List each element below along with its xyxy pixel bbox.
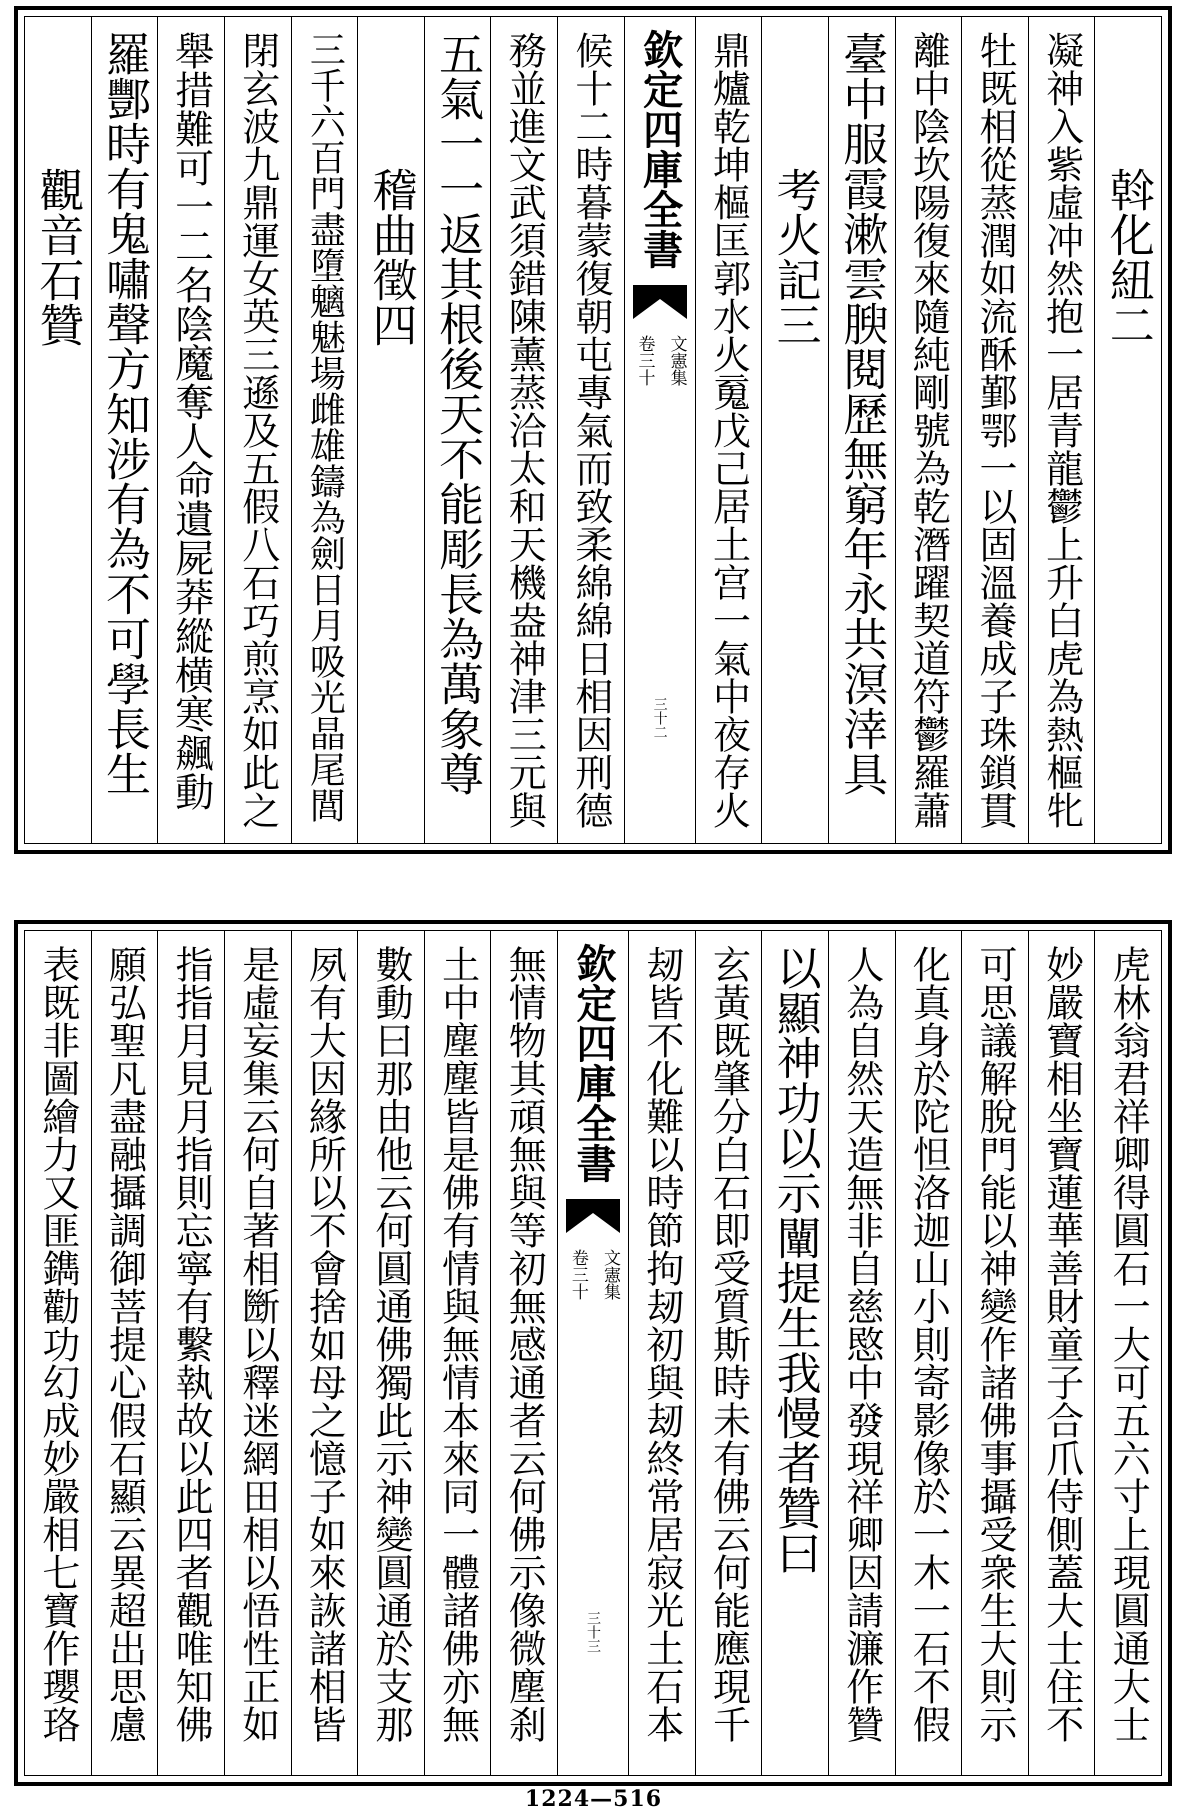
- text-column: [1094, 931, 1161, 1775]
- text-column: [291, 931, 358, 1775]
- text-line: 候十二時暮蒙復朝屯專氣而致柔綿綿日相因刑德: [568, 31, 613, 829]
- collection-name: 文憲集: [666, 335, 687, 386]
- text-column: [357, 931, 424, 1775]
- text-line: 可思議解脫門能以神變作諸佛事攝受衆生大則示: [972, 945, 1017, 1743]
- text-column: [695, 17, 762, 843]
- leaf-number: 三十三: [585, 1611, 601, 1653]
- text-line: 以顯神功以示闡提生我慢者贊曰: [768, 945, 822, 1575]
- text-column: [157, 17, 224, 843]
- text-column: [424, 17, 491, 843]
- text-line: 是虛妄集云何自著相㫁以釋迷網田相以悟性正如: [235, 945, 280, 1743]
- section-title: 斡化紐二: [1101, 167, 1155, 347]
- text-column: [695, 931, 762, 1775]
- text-column: [490, 17, 557, 843]
- page-footer-number: 1224—516: [524, 1786, 663, 1812]
- text-column: [761, 17, 828, 843]
- text-line: 閉玄波九鼎運女英三遜及五假八石巧煎烹如此之: [235, 31, 280, 829]
- text-line: 土中塵塵皆是佛有情與無情本來同一體諸佛亦無: [435, 945, 480, 1743]
- text-line: 無情物其頑無與等初無感通者云何佛示像微塵刹: [502, 945, 547, 1743]
- text-line: 三千六百門盡墮魑魅場雌雄鑄為劍日月吸光晶尾閭: [304, 31, 346, 823]
- text-line: 刼皆不化難以時節拘刼初與刼終常居寂光土石本: [639, 945, 684, 1743]
- text-line: 羅酆時有鬼嘯聲方知涉有為不可學長生: [97, 31, 151, 796]
- text-column: [157, 931, 224, 1775]
- text-line: 離中陰坎陽復來隨純剛號為乾潛躍契道符鬱羅蕭: [906, 31, 951, 829]
- text-line: 臺中服霞漱雲腴閱歷無窮年永共溟涬具: [835, 31, 889, 796]
- text-line: 表既非圖繪力又匪鐫勸功幻成妙嚴相七寶作瓔珞: [35, 945, 80, 1743]
- book-title: 欽定四庫全書: [636, 29, 684, 269]
- text-line: 人為自然天造無非自慈愍中發現祥卿因請濂作贊: [839, 945, 884, 1743]
- text-column: [91, 17, 158, 843]
- text-column: [557, 17, 624, 843]
- text-line: 願弘聖凡盡融攝調御菩提心假石顯云異超出思慮: [102, 945, 147, 1743]
- text-line: 舉措難可一二名陰魔奪人命遺屍莽縱横寒飆動: [168, 31, 214, 811]
- text-column: [828, 17, 895, 843]
- text-line: 務並進文武須錯陳薰蒸洽太和天機盎神津三元與: [502, 31, 547, 829]
- text-line: 妙嚴寶相坐寶蓮華善財童子合爪侍側蓋大士住不: [1039, 945, 1084, 1743]
- volume-label: 卷三十: [567, 1249, 588, 1300]
- text-line: 夙有大因緣所以不會捨如母之憶子如來詼諸相皆: [302, 945, 347, 1743]
- text-column: [357, 17, 424, 843]
- text-line: 虎林翁君祥卿得圓石一大可五六寸上現圓通大士: [1106, 945, 1151, 1743]
- section-title: 稽曲徵四: [364, 167, 418, 347]
- text-line: 指指月見月指則忘寧有繫執故以此四者觀唯知佛: [169, 945, 214, 1743]
- text-line: 玄黃既肇分白石即受質斯時未有佛云何能應現千: [706, 945, 751, 1743]
- text-column: [224, 931, 291, 1775]
- bottom-page: [14, 920, 1172, 1786]
- text-column: [25, 931, 91, 1775]
- text-column: [895, 931, 962, 1775]
- text-column: [424, 931, 491, 1775]
- top-page-columns: [25, 17, 1161, 843]
- text-column: [291, 17, 358, 843]
- text-column: [91, 931, 158, 1775]
- text-line: 化真身於陀怛洛迦山小則寄影像於一木一石不假: [906, 945, 951, 1743]
- text-line: 凝神入紫虛冲然抱一居青龍鬱上升白虎為熱樞牝: [1039, 31, 1084, 829]
- section-title: 考火記三: [768, 167, 822, 347]
- text-column: [628, 931, 695, 1775]
- text-column: [761, 931, 828, 1775]
- text-column: [1094, 17, 1161, 843]
- text-column: [1028, 931, 1095, 1775]
- fishtail-mark-icon: [566, 1199, 620, 1233]
- leaf-number: 三十二: [651, 697, 668, 739]
- top-page: [14, 6, 1172, 854]
- text-column: [1028, 17, 1095, 843]
- fishtail-mark-icon: [633, 285, 687, 319]
- volume-label: 卷三十: [634, 335, 655, 386]
- bottom-page-columns: [25, 931, 1161, 1775]
- center-fold: [557, 931, 628, 1775]
- text-line: 牡既相從蒸潤如流酥鄞鄂一以固溫養成子珠鎖貫: [972, 31, 1017, 829]
- text-column: [961, 17, 1028, 843]
- top-page-frame: [24, 16, 1162, 844]
- book-title: 欽定四庫全書: [570, 943, 617, 1183]
- text-column: [895, 17, 962, 843]
- text-line: 鼎爐乾坤樞匡郭水火䰟戊己居土宫一氣中夜存火: [706, 31, 751, 829]
- bottom-page-frame: [24, 930, 1162, 1776]
- text-column: [224, 17, 291, 843]
- text-column: [961, 931, 1028, 1775]
- text-column: [25, 17, 91, 843]
- text-line: 五氣一一返其根後天不能彫長為萬象尊: [431, 31, 485, 796]
- section-title: 觀音石贊: [31, 167, 85, 347]
- text-column: [828, 931, 895, 1775]
- collection-name: 文憲集: [600, 1249, 620, 1300]
- center-fold: [624, 17, 695, 843]
- text-column: [490, 931, 557, 1775]
- text-line: 數動曰那由他云何圓通佛獨此示神變圓通於支那: [368, 945, 413, 1743]
